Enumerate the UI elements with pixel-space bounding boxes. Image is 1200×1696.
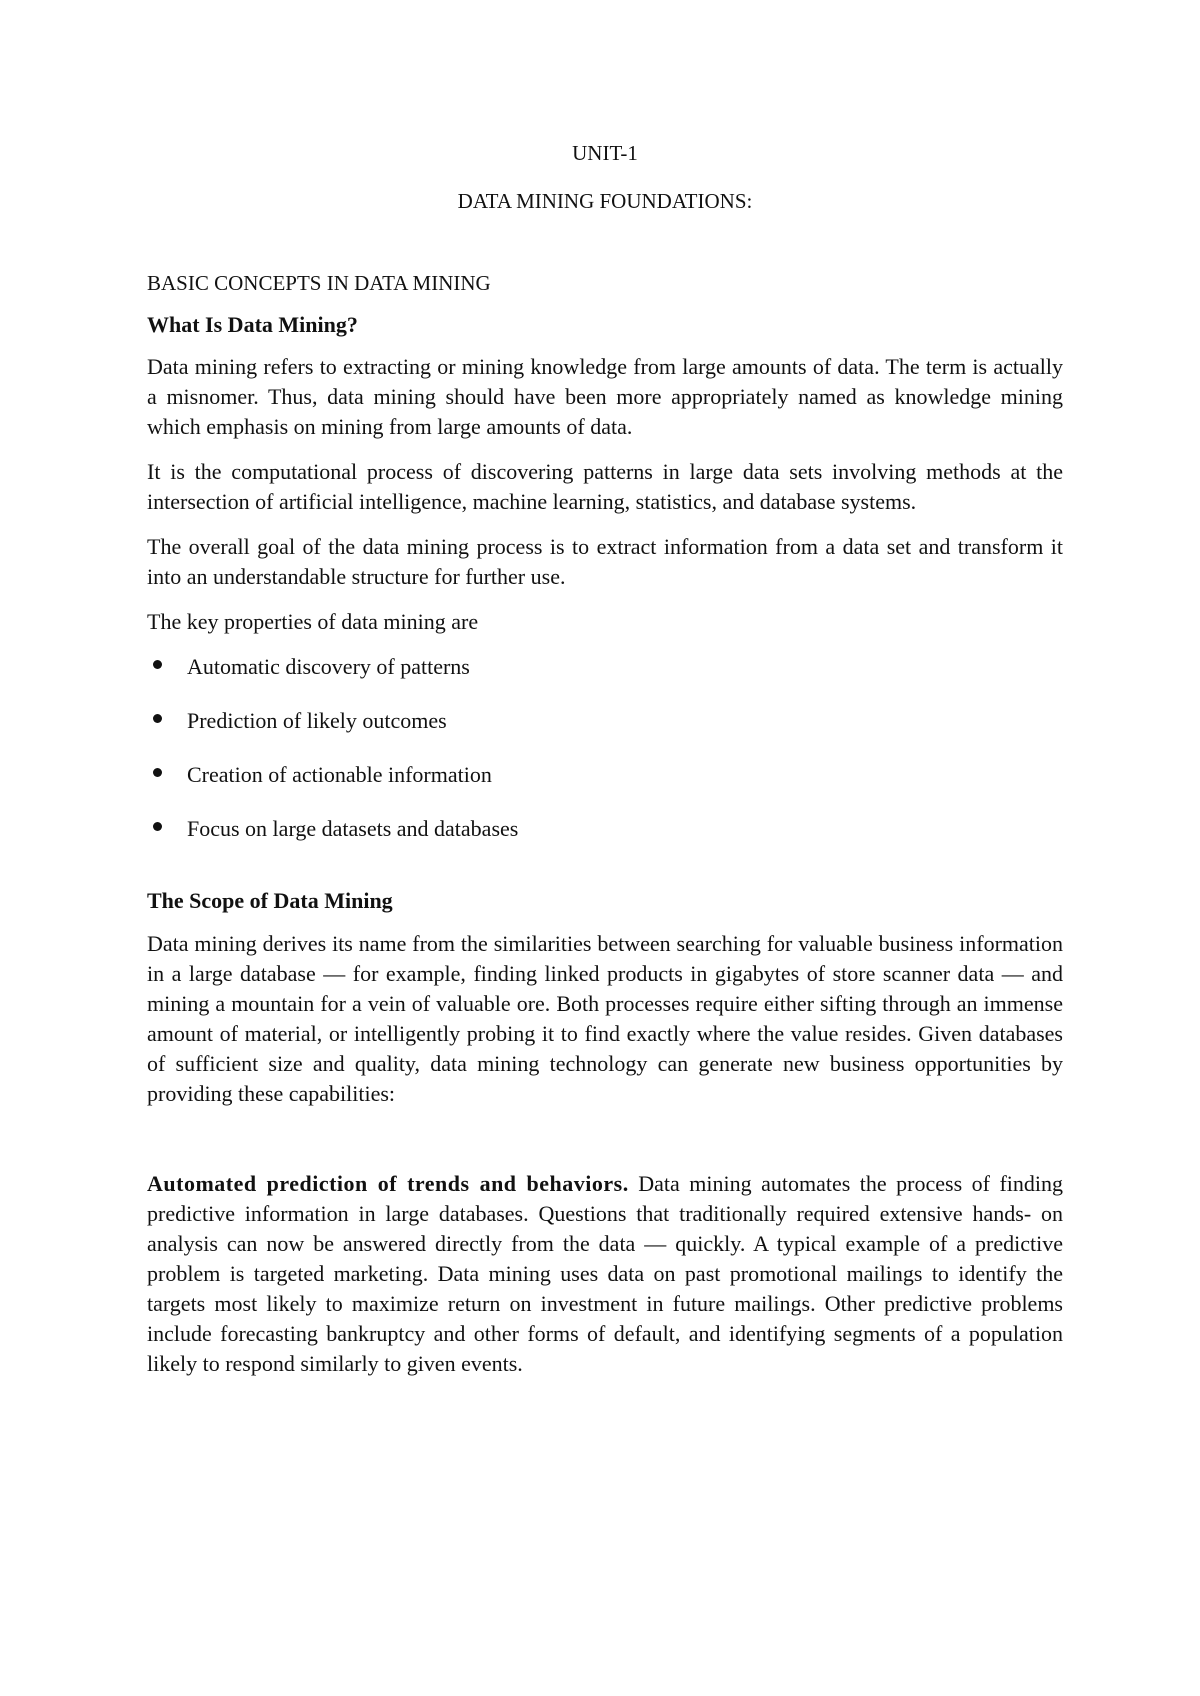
- unit-label: UNIT-1: [572, 141, 638, 165]
- bullet-icon: [153, 714, 162, 723]
- paragraph-automated-prediction: [147, 1169, 1063, 1379]
- list-item: [147, 814, 1063, 844]
- scope-heading: The Scope of Data Mining: [147, 888, 393, 913]
- key-properties-list: [147, 652, 1063, 844]
- list-item-text: Focus on large datasets and databases: [187, 816, 519, 841]
- paragraph-overall-goal: The overall goal of the data mining process is to extract information from a data set and transform it into an understandable structure for further use.: [147, 534, 1063, 589]
- list-item: [147, 652, 1063, 682]
- paragraph-definition: Data mining refers to extracting or mining knowledge from large amounts of data. The term is actually a misnomer. Thus, data mining should have been more appropriately named as knowledge mining which emphasis on mining from large amounts of data.: [147, 354, 1063, 439]
- document-title: DATA MINING FOUNDATIONS:: [457, 189, 753, 213]
- what-is-heading: What Is Data Mining?: [147, 312, 358, 337]
- list-item-text: Automatic discovery of patterns: [187, 654, 470, 679]
- list-item: [147, 760, 1063, 790]
- paragraph-scope: Data mining derives its name from the similarities between searching for valuable business information in a large database — for example, finding linked products in gigabytes of store scanner data — and mining a mountain for a vein of valuable ore. Both processes require either sifting through an immense amount of material, or intelligently probing it to find exactly where the value resides. Given databases of sufficient size and quality, data mining technology can generate new business opportunities by providing these capabilities:: [147, 931, 1063, 1106]
- bullet-icon: [153, 660, 162, 669]
- document-page: [147, 138, 1063, 1394]
- bullet-icon: [153, 822, 162, 831]
- list-item-text: Creation of actionable information: [187, 762, 492, 787]
- bullet-icon: [153, 768, 162, 777]
- list-item: [147, 706, 1063, 736]
- prediction-body: Data mining automates the process of finding predictive information in large databases. Questions that traditionally required extensive hands- on analysis can now be answered directly from the data — quickly. A typical example of a predictive problem is targeted marketing. Data mining uses data on past promotional mailings to identify the targets most likely to maximize return on investment in future mailings. Other predictive problems include forecasting bankruptcy and other forms of default, and identifying segments of a population likely to respond similarly to given events.: [147, 1171, 1064, 1376]
- paragraph-computational-process: It is the computational process of discovering patterns in large data sets involving methods at the intersection of artificial intelligence, machine learning, statistics, and database systems.: [147, 459, 1063, 514]
- section-heading: BASIC CONCEPTS IN DATA MINING: [147, 271, 491, 295]
- list-item-text: Prediction of likely outcomes: [187, 708, 447, 733]
- paragraph-key-properties-intro: The key properties of data mining are: [147, 609, 479, 634]
- prediction-lead: Automated prediction of trends and behaviors.: [147, 1171, 629, 1196]
